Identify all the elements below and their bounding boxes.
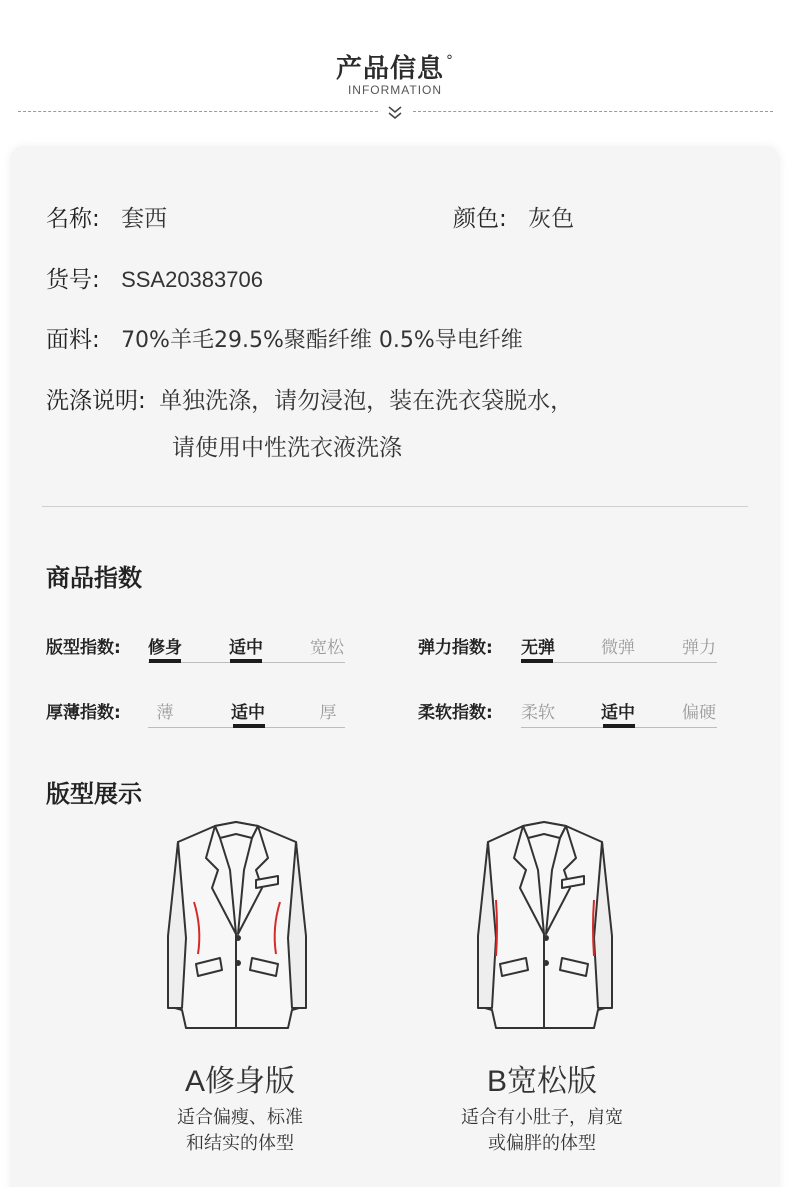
info-name-row xyxy=(46,200,167,233)
thickness-index-option-medium: 适中 xyxy=(231,703,265,723)
info-color-row xyxy=(453,200,574,233)
info-wash-row xyxy=(46,382,573,415)
header-subtitle: INFORMATION xyxy=(347,83,443,97)
dotted-divider-right xyxy=(413,111,773,112)
header-degree: ° xyxy=(446,53,454,69)
regular-fit-desc-line2: 或偏胖的体型 xyxy=(488,1133,596,1154)
slim-fit-desc-line1: 适合偏瘦、标准 xyxy=(177,1107,303,1128)
section-header xyxy=(0,0,790,140)
wash-label: 洗涤说明: xyxy=(46,388,146,414)
thickness-index-label: 厚薄指数: xyxy=(46,703,121,723)
fit-index-label: 版型指数: xyxy=(46,638,121,658)
softness-index-marker xyxy=(603,724,635,728)
info-wash-row-2 xyxy=(172,429,402,462)
softness-index-option-soft: 柔软 xyxy=(521,703,555,723)
product-info-card xyxy=(10,146,780,1187)
fit-showcase-title: 版型展示 xyxy=(46,780,142,808)
slim-fit-jacket-image xyxy=(160,818,314,1036)
stretch-index-option-slight: 微弹 xyxy=(601,638,635,658)
stretch-index-label: 弹力指数: xyxy=(418,638,493,658)
info-fabric-row xyxy=(46,321,523,354)
fit-index-option-slim: 修身 xyxy=(148,638,182,658)
wash-value-line1: 单独洗涤，请勿浸泡，装在洗衣袋脱水， xyxy=(159,388,574,414)
softness-index-option-medium: 适中 xyxy=(601,703,635,723)
stretch-index-option-none: 无弹 xyxy=(521,638,555,658)
stretch-index-marker xyxy=(521,659,553,663)
stretch-index-option-stretch: 弹力 xyxy=(682,638,716,658)
softness-index-label: 柔软指数: xyxy=(418,703,493,723)
thickness-index-option-thin: 薄 xyxy=(156,703,174,723)
section-divider xyxy=(42,506,748,507)
fit-index-marker xyxy=(149,659,181,663)
header-title xyxy=(0,48,790,85)
color-value: 灰色 xyxy=(528,206,575,232)
softness-index-option-stiff: 偏硬 xyxy=(682,703,716,723)
name-value: 套西 xyxy=(121,206,168,232)
sku-label: 货号: xyxy=(46,267,100,293)
color-label: 颜色: xyxy=(453,206,507,232)
slim-fit-title: A修身版 xyxy=(184,1065,295,1098)
double-chevron-down-icon xyxy=(386,104,404,122)
name-label: 名称: xyxy=(46,206,100,232)
header-title-text: 产品信息 xyxy=(335,54,444,84)
regular-fit-jacket-image xyxy=(468,818,622,1036)
fit-index-marker-2 xyxy=(230,659,262,663)
dotted-divider-left xyxy=(18,111,378,112)
fabric-label: 面料: xyxy=(46,327,100,353)
fit-index-option-loose: 宽松 xyxy=(310,638,344,658)
thickness-index-marker xyxy=(233,724,265,728)
sku-value: SSA20383706 xyxy=(121,267,263,292)
info-sku-row xyxy=(46,261,263,294)
indices-title: 商品指数 xyxy=(46,564,142,592)
regular-fit-desc-line1: 适合有小肚子，肩宽 xyxy=(461,1107,623,1128)
fabric-value: 70%羊毛29.5%聚酯纤维 0.5%导电纤维 xyxy=(121,328,523,353)
wash-value-line2: 请使用中性洗衣液洗涤 xyxy=(172,435,402,461)
fit-index-option-regular: 适中 xyxy=(229,638,263,658)
thickness-index-option-thick: 厚 xyxy=(319,703,337,723)
slim-fit-desc-line2: 和结实的体型 xyxy=(186,1133,294,1154)
regular-fit-title: B宽松版 xyxy=(486,1065,597,1098)
